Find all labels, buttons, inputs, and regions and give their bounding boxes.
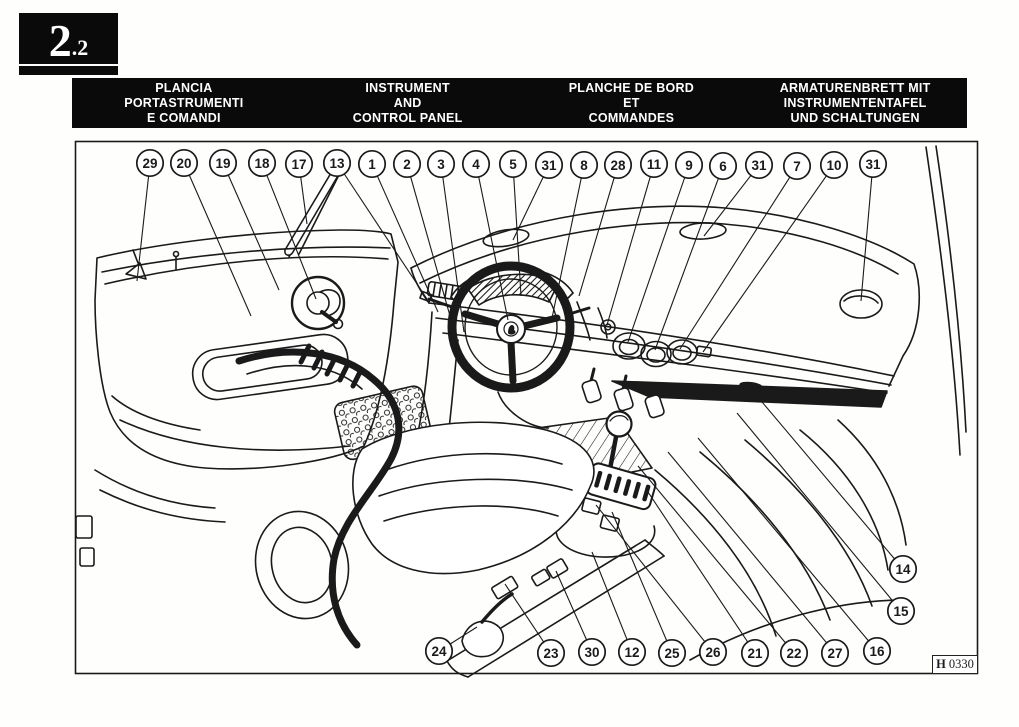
title-line: AND [393, 95, 422, 110]
callout-number: 6 [719, 158, 727, 174]
callout-14 [757, 396, 916, 582]
callout-leader-line [737, 413, 893, 601]
callout-leader-line [680, 177, 790, 349]
callout-leader-line [513, 177, 543, 240]
console-switches [579, 498, 623, 532]
callout-10 [703, 152, 847, 352]
callout-number: 17 [291, 156, 307, 172]
callout-number: 25 [664, 645, 680, 661]
defroster-vent-right [680, 222, 727, 240]
callout-23 [505, 584, 564, 666]
door-armrest-pocket [190, 331, 351, 402]
callout-number: 4 [472, 156, 480, 172]
callout-number: 12 [624, 644, 640, 660]
callout-leader-line [668, 452, 827, 643]
title-line: PLANCHE DE BORD [568, 80, 695, 95]
section-number-minor: .2 [71, 35, 89, 60]
title-line: CONTROL PANEL [352, 110, 463, 125]
callout-number: 31 [865, 156, 881, 172]
callout-number: 28 [610, 157, 626, 173]
callout-number: 29 [142, 155, 158, 171]
title-line: UND SCHALTUNGEN [790, 110, 920, 125]
callout-number: 8 [580, 157, 588, 173]
callout-number: 1 [368, 156, 376, 172]
callout-leader-line [505, 584, 544, 642]
callout-31 [860, 151, 886, 301]
callout-9 [628, 152, 702, 342]
callout-number: 3 [437, 156, 445, 172]
callout-20 [171, 150, 251, 316]
callout-number: 19 [215, 155, 231, 171]
callout-number: 10 [826, 157, 842, 173]
callout-number: 13 [329, 155, 345, 171]
title-line: ARMATURENBRETT MIT [779, 80, 931, 95]
figure-border [76, 142, 978, 674]
callout-number: 5 [509, 156, 517, 172]
callout-6 [655, 153, 736, 350]
callout-number: 16 [869, 643, 885, 659]
callout-number: 9 [685, 157, 693, 173]
callout-number: 21 [747, 645, 763, 661]
callout-leader-line [556, 571, 587, 640]
figure-code-box [932, 655, 978, 674]
callout-number: 14 [895, 561, 911, 577]
title-line: INSTRUMENTENTAFEL [783, 95, 927, 110]
callout-number: 23 [543, 645, 559, 661]
callout-leader-line [596, 505, 705, 642]
dash-speaker [840, 290, 882, 318]
callout-number: 20 [176, 155, 192, 171]
callout-22 [638, 466, 807, 666]
figure-code-prefix: H [936, 657, 946, 671]
title-line: COMMANDES [588, 110, 675, 125]
callout-leader-line [579, 178, 614, 296]
callout-15 [737, 413, 914, 624]
callout-number: 7 [793, 158, 801, 174]
callout-leader-line [757, 396, 895, 559]
figure-code-number: 0330 [948, 657, 974, 671]
callout-number: 31 [541, 157, 557, 173]
callout-leader-line [703, 176, 826, 352]
callout-number: 26 [705, 644, 721, 660]
callout-number: 31 [751, 157, 767, 173]
callout-leader-line [628, 178, 685, 343]
callout-27 [668, 452, 848, 666]
title-line: ET [623, 95, 640, 110]
window-winder [292, 277, 344, 329]
tunnel-and-rear-panel [655, 420, 906, 660]
callout-number: 22 [786, 645, 802, 661]
callout-number: 15 [893, 603, 909, 619]
callout-number: 18 [254, 155, 270, 171]
callout-leader-line [377, 176, 438, 312]
callout-leader-line [189, 175, 251, 316]
title-line: E COMANDI [146, 110, 221, 125]
callout-leader-line [655, 178, 718, 350]
title-line: PORTASTRUMENTI [124, 95, 244, 110]
callout-number: 27 [827, 645, 843, 661]
callout-number: 2 [403, 156, 411, 172]
section-number-major: 2 [48, 15, 72, 66]
callout-number: 30 [584, 644, 600, 660]
callout-leader-line [607, 177, 650, 325]
title-line: PLANCIA [155, 80, 213, 95]
callout-leader-line [704, 175, 751, 236]
callout-number: 24 [431, 643, 447, 659]
callouts-layer [137, 150, 916, 666]
callout-leader-line [592, 552, 627, 640]
callout-leader-line [648, 492, 748, 642]
callout-leader-line [638, 466, 786, 643]
callout-number: 11 [646, 156, 662, 172]
title-line: INSTRUMENT [365, 80, 450, 95]
handbrake-boot [462, 621, 503, 657]
